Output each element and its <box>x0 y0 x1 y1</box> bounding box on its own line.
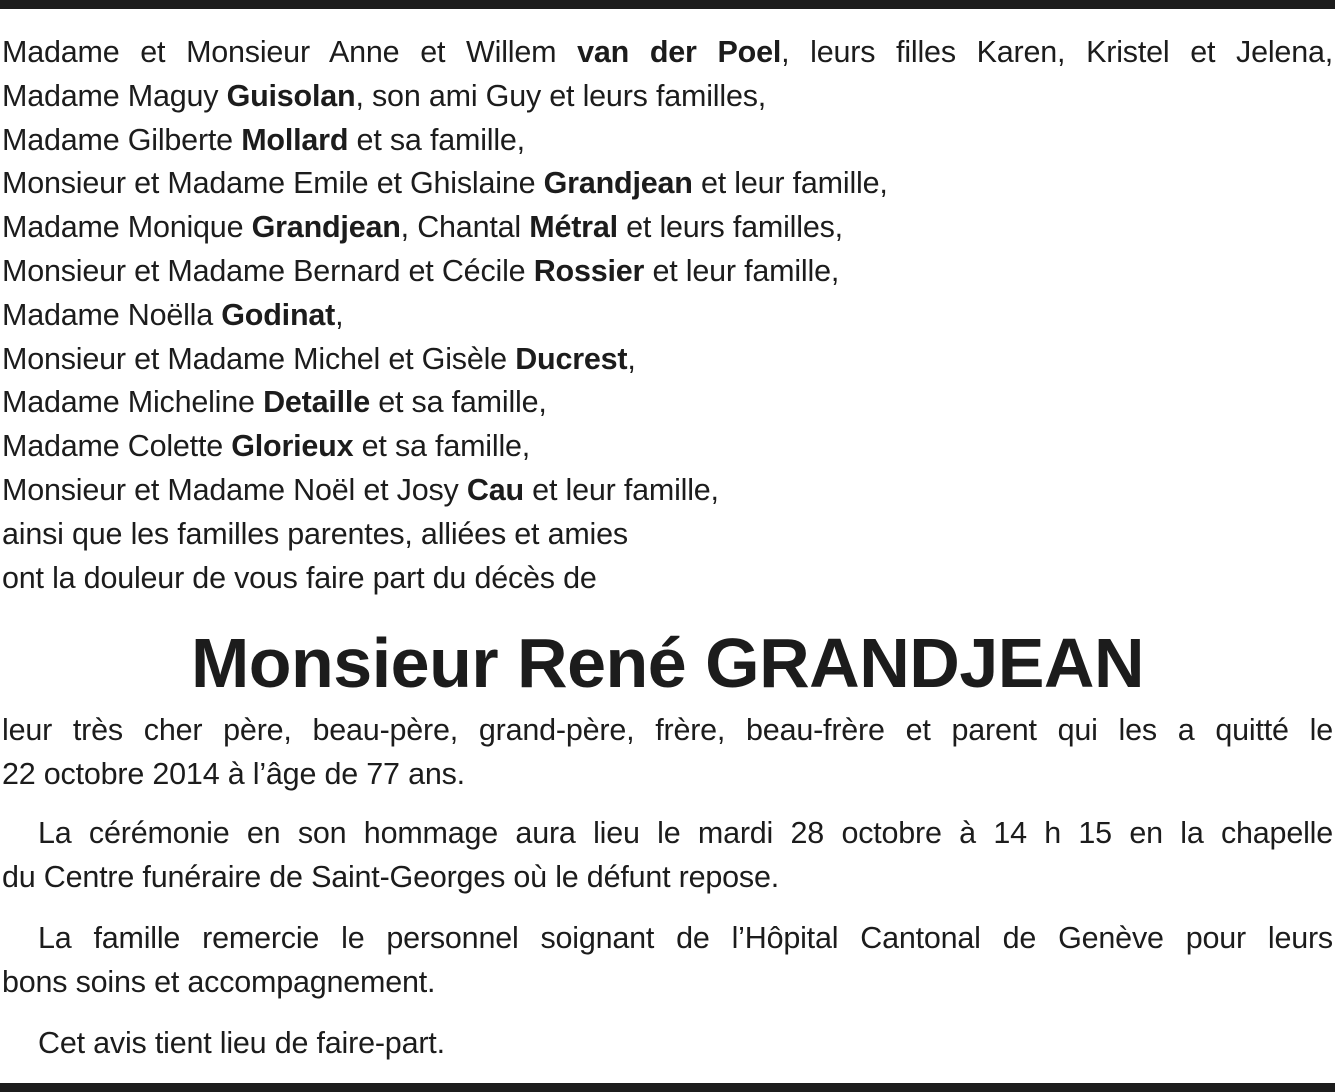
mourner-text: et leur famille, <box>644 253 840 288</box>
mourner-text: Monsieur et Madame Noël et Josy <box>2 472 467 507</box>
mourner-line <box>2 557 1335 601</box>
mourner-line <box>2 206 1335 250</box>
mourner-line <box>2 75 1335 119</box>
mourner-family-name: van der Poel <box>577 35 782 69</box>
mourner-line <box>2 119 1335 163</box>
mourner-text: Madame Monique <box>2 210 252 245</box>
mourner-text: ont la douleur de vous faire part du décès de <box>2 560 597 595</box>
mourner-family-name: Cau <box>466 472 524 507</box>
paragraph-line: du Centre funéraire de Saint-Georges où le défunt repose. <box>2 859 780 894</box>
relation-paragraph <box>2 709 1333 797</box>
mourner-text: et sa famille, <box>353 429 531 464</box>
top-rule <box>0 0 1335 9</box>
mourner-family-name: Ducrest <box>515 341 628 376</box>
mourner-text: Monsieur et Madame Emile et Ghislaine <box>2 166 544 201</box>
mourner-line <box>2 469 1335 513</box>
mourner-line <box>2 513 1335 557</box>
mourner-family-name: Mollard <box>241 122 349 157</box>
mourner-text: , <box>335 297 344 332</box>
mourner-line <box>2 31 1333 75</box>
mourner-text: , Chantal <box>400 210 530 245</box>
mourner-text: , <box>627 341 636 376</box>
mourner-text: ainsi que les familles parentes, alliées et amies <box>2 516 628 551</box>
paragraph-line: La cérémonie en son hommage aura lieu le mardi 28 octobre à 14 h 15 en la chapelle <box>38 816 1333 850</box>
mourner-text: et leur famille, <box>523 472 719 507</box>
mourner-line <box>2 294 1335 338</box>
mourner-text: Madame Colette <box>2 429 232 464</box>
mourner-family-name: Glorieux <box>231 429 354 464</box>
mourner-line <box>2 381 1335 425</box>
mourner-family-name: Métral <box>529 210 618 245</box>
bottom-rule <box>0 1083 1335 1092</box>
mourner-text: Madame Maguy <box>2 78 227 113</box>
mourner-text: Madame Micheline <box>2 385 264 420</box>
paragraph-line: bons soins et accompagnement. <box>2 964 436 999</box>
paragraph-line: Cet avis tient lieu de faire-part. <box>38 1026 445 1060</box>
thanks-paragraph <box>2 917 1333 1005</box>
mourner-line <box>2 338 1335 382</box>
mourner-line <box>2 162 1335 206</box>
mourners-list <box>2 31 1335 600</box>
paragraph-line: leur très cher père, beau-père, grand-père, frère, beau-frère et parent qui les a quitté le <box>2 713 1333 747</box>
mourner-family-name: Detaille <box>263 385 370 420</box>
mourner-text: Madame Gilberte <box>2 122 242 157</box>
mourner-text: et leurs familles, <box>617 210 843 245</box>
mourner-family-name: Guisolan <box>226 78 356 113</box>
mourner-text: , son ami Guy et leurs familles, <box>355 78 767 113</box>
paragraph-line: 22 octobre 2014 à l’âge de 77 ans. <box>2 756 465 791</box>
mourner-family-name: Grandjean <box>543 166 693 201</box>
mourner-text: et leur famille, <box>692 166 888 201</box>
mourner-text: Madame Noëlla <box>2 297 222 332</box>
notice-paragraph <box>2 1022 1333 1066</box>
paragraph-line: La famille remercie le personnel soignant de l’Hôpital Cantonal de Genève pour leurs <box>38 921 1333 955</box>
ceremony-paragraph <box>2 812 1333 900</box>
mourner-family-name: Rossier <box>533 253 645 288</box>
mourner-text: , leurs filles Karen, Kristel et Jelena, <box>781 35 1333 69</box>
mourner-text: et sa famille, <box>348 122 525 157</box>
mourner-text: Monsieur et Madame Bernard et Cécile <box>2 253 534 288</box>
mourner-line <box>2 250 1335 294</box>
mourner-text: Madame et Monsieur Anne et Willem <box>2 35 578 69</box>
deceased-name: Monsieur René GRANDJEAN <box>190 624 1145 702</box>
mourner-family-name: Godinat <box>221 297 336 332</box>
mourner-text: Monsieur et Madame Michel et Gisèle <box>2 341 516 376</box>
mourner-line <box>2 425 1335 469</box>
mourner-text: et sa famille, <box>369 385 547 420</box>
mourner-family-name: Grandjean <box>251 210 401 245</box>
